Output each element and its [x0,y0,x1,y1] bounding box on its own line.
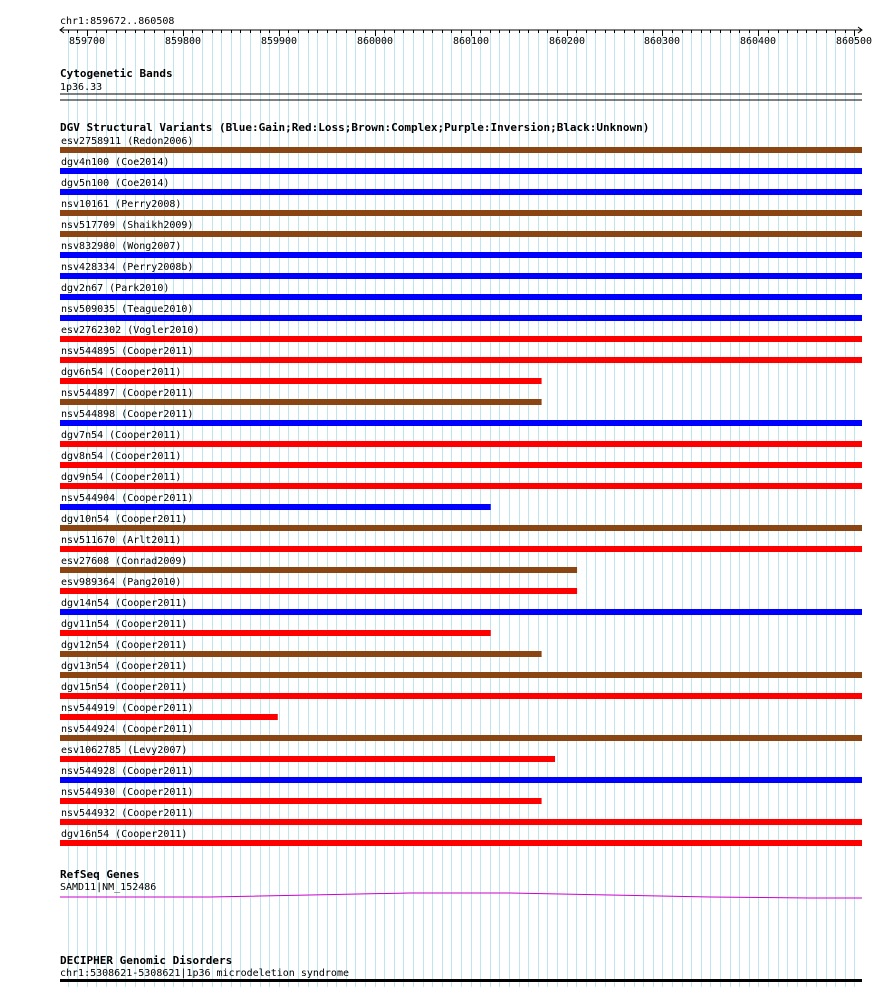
dgv-variant-row[interactable] [60,787,542,804]
dgv-variant-label[interactable]: esv2762302 (Vogler2010) [61,325,200,336]
dgv-variant-label[interactable]: dgv2n67 (Park2010) [61,283,170,294]
dgv-variant-label[interactable]: nsv544924 (Cooper2011) [61,724,194,735]
dgv-variant-label[interactable]: nsv544895 (Cooper2011) [61,346,194,357]
dgv-variant-bar[interactable] [60,672,862,678]
dgv-variant-label[interactable]: dgv11n54 (Cooper2011) [61,619,188,630]
dgv-variant-label[interactable]: dgv14n54 (Cooper2011) [61,598,188,609]
dgv-variant-bar[interactable] [60,420,862,426]
dgv-variant-label[interactable]: nsv517709 (Shaikh2009) [61,220,194,231]
cytoband-track-title: Cytogenetic Bands [60,67,173,80]
dgv-variant-bar[interactable] [60,147,862,153]
ruler-tick-label: 860500 [835,36,873,47]
cytoband-label: 1p36.33 [60,82,103,93]
dgv-variant-label[interactable]: dgv6n54 (Cooper2011) [61,367,182,378]
dgv-variant-row[interactable] [60,388,542,405]
dgv-variant-bar[interactable] [60,315,862,321]
refseq-track-title: RefSeq Genes [60,868,140,881]
dgv-variant-bar[interactable] [60,189,862,195]
dgv-variant-label[interactable]: nsv428334 (Perry2008b) [61,262,194,273]
dgv-variant-bar[interactable] [60,441,862,447]
dgv-variant-label[interactable]: esv27608 (Conrad2009) [61,556,188,567]
dgv-variant-label[interactable]: nsv10161 (Perry2008) [61,199,182,210]
dgv-variant-label[interactable]: nsv509035 (Teague2010) [61,304,194,315]
dgv-variant-label[interactable]: nsv544930 (Cooper2011) [61,787,194,798]
ruler-tick-label: 860400 [739,36,777,47]
dgv-variant-bar[interactable] [60,756,555,762]
dgv-variant-bar[interactable] [60,252,862,258]
dgv-variant-bar[interactable] [60,798,542,804]
dgv-variant-bar[interactable] [60,483,862,489]
dgv-variant-label[interactable]: nsv832980 (Wong2007) [61,241,182,252]
dgv-variant-bar[interactable] [60,546,862,552]
dgv-variant-bar[interactable] [60,336,862,342]
dgv-variant-row[interactable] [60,367,542,384]
dgv-variant-bar[interactable] [60,273,862,279]
ruler-tick-label: 860000 [356,36,394,47]
dgv-variant-row[interactable] [60,619,491,636]
dgv-variant-bar[interactable] [60,357,862,363]
dgv-variant-bar[interactable] [60,567,577,573]
decipher-track-title: DECIPHER Genomic Disorders [60,954,233,967]
dgv-variant-bar[interactable] [60,462,862,468]
dgv-variant-row[interactable] [60,493,491,510]
dgv-variant-label[interactable]: dgv7n54 (Cooper2011) [61,430,182,441]
dgv-variant-label[interactable]: dgv10n54 (Cooper2011) [61,514,188,525]
dgv-variant-bar[interactable] [60,399,542,405]
dgv-variant-bar[interactable] [60,378,542,384]
dgv-variant-bar[interactable] [60,609,862,615]
dgv-variant-bar[interactable] [60,168,862,174]
dgv-variant-label[interactable]: nsv544897 (Cooper2011) [61,388,194,399]
dgv-variant-bar[interactable] [60,819,862,825]
dgv-variant-label[interactable]: nsv544898 (Cooper2011) [61,409,194,420]
dgv-variant-label[interactable]: nsv544932 (Cooper2011) [61,808,194,819]
coordinate-ruler[interactable] [60,16,872,47]
dgv-variant-row[interactable] [60,703,278,720]
dgv-variant-bar[interactable] [60,840,862,846]
ruler-tick-label: 860300 [643,36,681,47]
ruler-tick-label: 859700 [68,36,106,47]
dgv-variant-label[interactable]: nsv544928 (Cooper2011) [61,766,194,777]
dgv-variant-bar[interactable] [60,504,491,510]
dgv-variant-bar[interactable] [60,651,542,657]
dgv-variant-label[interactable]: dgv8n54 (Cooper2011) [61,451,182,462]
refseq-gene-label[interactable]: SAMD11|NM_152486 [60,882,157,893]
dgv-variant-bar[interactable] [60,231,862,237]
ruler-tick-label: 859900 [260,36,298,47]
ruler-tick-label: 860200 [548,36,586,47]
dgv-variant-bar[interactable] [60,735,862,741]
dgv-variant-bar[interactable] [60,693,862,699]
ruler-ticks [69,30,873,47]
ruler-region-label: chr1:859672..860508 [60,16,175,27]
dgv-variant-label[interactable]: esv2758911 (Redon2006) [61,136,194,147]
dgv-variant-label[interactable]: dgv9n54 (Cooper2011) [61,472,182,483]
dgv-variant-label[interactable]: nsv544919 (Cooper2011) [61,703,194,714]
dgv-variant-label[interactable]: esv1062785 (Levy2007) [61,745,188,756]
dgv-variant-bar[interactable] [60,714,278,720]
dgv-variant-label[interactable]: dgv12n54 (Cooper2011) [61,640,188,651]
dgv-variant-label[interactable]: dgv5n100 (Coe2014) [61,178,170,189]
dgv-track-title: DGV Structural Variants (Blue:Gain;Red:Loss;Brown:Complex;Purple:Inversion;Black:Unknown) [60,121,650,134]
dgv-variant-bar[interactable] [60,525,862,531]
dgv-variant-label[interactable]: esv989364 (Pang2010) [61,577,182,588]
dgv-variant-row[interactable] [60,640,542,657]
dgv-variant-label[interactable]: dgv16n54 (Cooper2011) [61,829,188,840]
dgv-variant-bar[interactable] [60,294,862,300]
dgv-variant-label[interactable]: dgv4n100 (Coe2014) [61,157,170,168]
decipher-entry-label[interactable]: chr1:5308621-5308621|1p36 microdeletion syndrome [60,968,349,979]
dgv-variant-label[interactable]: dgv13n54 (Cooper2011) [61,661,188,672]
dgv-variant-label[interactable]: nsv544904 (Cooper2011) [61,493,194,504]
dgv-variant-bar[interactable] [60,777,862,783]
ruler-tick-label: 859800 [164,36,202,47]
dgv-variant-bar[interactable] [60,210,862,216]
dgv-variant-label[interactable]: nsv511670 (Arlt2011) [61,535,182,546]
decipher-feature-bar[interactable] [60,979,862,982]
dgv-variant-bar[interactable] [60,588,577,594]
dgv-variant-label[interactable]: dgv15n54 (Cooper2011) [61,682,188,693]
ruler-tick-label: 860100 [452,36,490,47]
dgv-variant-bar[interactable] [60,630,491,636]
